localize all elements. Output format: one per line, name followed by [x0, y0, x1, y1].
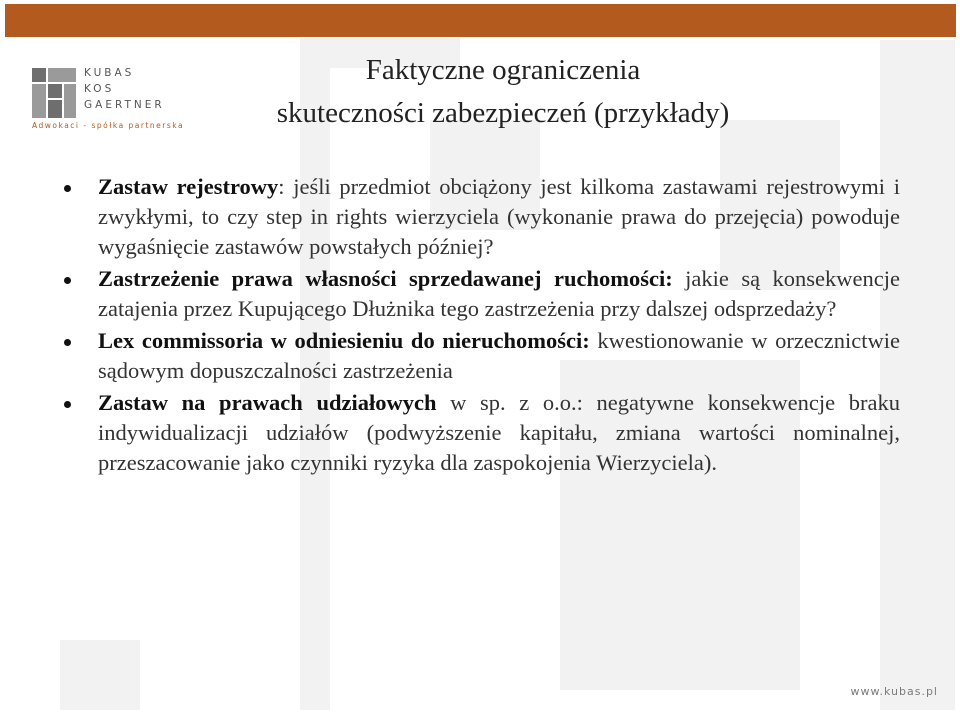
- top-accent-bar: [5, 4, 956, 37]
- bullet-text: w sp. z o.o.: negatywne konsekwencje braku indywidualizacji udziałów (podwyższenie kapitału, zmiana wartości nominalnej, przeszacowanie jako czynniki ryzyka dla zaspokojenia Wierzyciela).: [98, 390, 900, 475]
- logo-wordmark: [84, 65, 165, 113]
- bullet-item: [64, 264, 900, 324]
- bullet-item: [64, 388, 900, 478]
- slide-title-line-1: Faktyczne ograniczenia: [365, 54, 641, 86]
- bullet-lead: Zastrzeżenie prawa własności sprzedawanej ruchomości:: [98, 266, 673, 291]
- logo-name-line: GAERTNER: [84, 99, 165, 111]
- background-watermark: [60, 640, 140, 710]
- logo-name-line: KUBAS: [84, 67, 135, 79]
- bullet-list: [64, 172, 900, 480]
- bullet-text: : jeśli przedmiot obciążony jest kilkoma zastawami rejestrowymi i zwykłymi, to czy step in rights wierzyciela (wykonanie prawa do przejęcia) powoduje wygaśnięcie zastawów powstałych później?: [98, 174, 900, 259]
- bullet-text: kwestionowanie w orzecznictwie sądowym dopuszczalności zastrzeżenia: [98, 328, 900, 383]
- bullet-text: jakie są konsekwencje zatajenia przez Kupującego Dłużnika tego zastrzeżenia przy dalszej odsprzedaży?: [98, 266, 901, 321]
- bullet-lead: Zastaw na prawach udziałowych: [98, 390, 437, 415]
- bullet-item: [64, 326, 900, 386]
- company-logo: [32, 60, 185, 140]
- bullet-dot-icon: [64, 185, 71, 192]
- logo-name-line: KOS: [84, 83, 115, 95]
- bullet-dot-icon: [64, 401, 71, 408]
- footer-website-link[interactable]: www.kubas.pl: [850, 685, 938, 698]
- bullet-lead: Lex commissoria w odniesieniu do nieruchomości:: [98, 328, 590, 353]
- bullet-item: [64, 172, 900, 262]
- logo-tagline: Adwokaci - spółka partnerska: [32, 121, 185, 130]
- bullet-dot-icon: [64, 277, 71, 284]
- bullet-dot-icon: [64, 339, 71, 346]
- logo-mark-icon: [32, 68, 76, 118]
- bullet-lead: Zastaw rejestrowy: [98, 174, 279, 199]
- slide-title-line-2: skuteczności zabezpieczeń (przykłady): [276, 97, 730, 129]
